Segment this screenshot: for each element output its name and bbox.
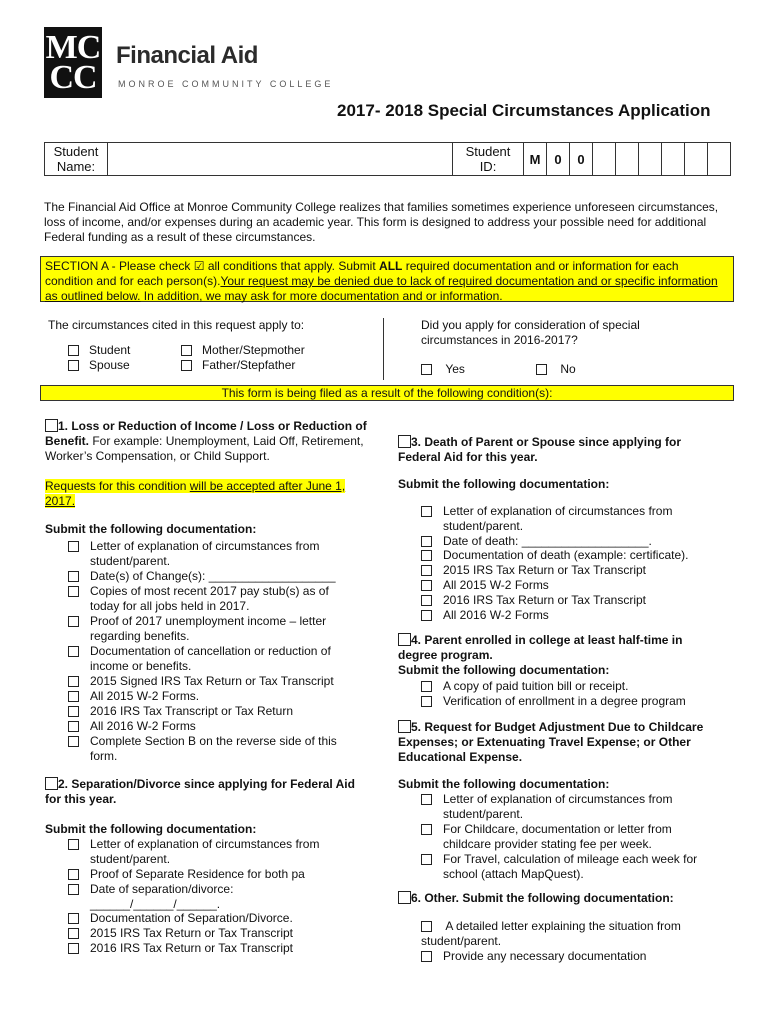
student-id-char[interactable] xyxy=(708,143,731,176)
doc-item[interactable]: Documentation of Separation/Divorce. xyxy=(68,911,358,926)
doc-item[interactable]: A copy of paid tuition bill or receipt. xyxy=(421,679,721,694)
doc-item[interactable]: Provide any necessary documentation xyxy=(421,949,721,964)
student-id-char[interactable]: 0 xyxy=(570,143,593,176)
condition-6-heading: 6. Other. Submit the following documentation: xyxy=(398,891,728,906)
checkbox[interactable] xyxy=(421,794,432,805)
checkbox[interactable] xyxy=(68,616,79,627)
column-divider xyxy=(383,318,384,380)
checkbox[interactable] xyxy=(421,580,432,591)
doc-item[interactable]: A detailed letter explaining the situation from student/parent. xyxy=(421,919,681,948)
doc-item[interactable]: 2016 IRS Tax Return or Tax Transcript xyxy=(421,593,721,608)
condition-5-checkbox[interactable] xyxy=(398,720,411,733)
doc-item[interactable]: All 2015 W-2 Forms. xyxy=(68,689,358,704)
checkbox[interactable] xyxy=(421,824,432,835)
condition-4-heading: 4. Parent enrolled in college at least half-time in degree program. xyxy=(398,633,683,662)
student-info-table xyxy=(44,142,731,176)
student-name-label: Student Name: xyxy=(45,143,108,176)
student-id-char[interactable] xyxy=(662,143,685,176)
filed-as-result-bar: This form is being filed as a result of the following condition(s): xyxy=(40,385,734,401)
checkbox[interactable] xyxy=(421,550,432,561)
checkbox[interactable] xyxy=(68,869,79,880)
student-id-char[interactable] xyxy=(685,143,708,176)
doc-item[interactable]: Letter of explanation of circumstances from student/parent. xyxy=(68,837,348,867)
doc-item[interactable]: 2015 IRS Tax Return or Tax Transcript xyxy=(68,926,358,941)
doc-item[interactable]: 2016 IRS Tax Transcript or Tax Return xyxy=(68,704,358,719)
checkbox[interactable] xyxy=(181,360,192,371)
checkbox[interactable] xyxy=(68,646,79,657)
student-id-char[interactable]: 0 xyxy=(547,143,570,176)
student-id-char[interactable] xyxy=(639,143,662,176)
logo-letters-bottom: CC xyxy=(49,59,97,96)
prior-question: Did you apply for consideration of special circumstances in 2016-2017? xyxy=(421,318,640,347)
checkbox[interactable] xyxy=(68,839,79,850)
doc-item[interactable]: Date(s) of Change(s): ___________________ xyxy=(68,569,358,584)
checkbox[interactable] xyxy=(68,943,79,954)
condition-1-submit: Submit the following documentation: xyxy=(45,522,257,536)
checkbox[interactable] xyxy=(68,691,79,702)
logo-title: Financial Aid xyxy=(116,42,258,69)
option-spouse[interactable]: Spouse xyxy=(68,358,130,373)
checkbox[interactable] xyxy=(68,586,79,597)
condition-4-checkbox[interactable] xyxy=(398,633,411,646)
condition-5-heading: 5. Request for Budget Adjustment Due to Childcare Expenses; or Extenuating Travel Expense; or Other Educational Expense. xyxy=(398,720,704,764)
doc-item[interactable]: Proof of Separate Residence for both pa xyxy=(68,867,358,882)
checkbox[interactable] xyxy=(181,345,192,356)
option-mother[interactable]: Mother/Stepmother xyxy=(181,343,305,358)
form-title: 2017- 2018 Special Circumstances Application xyxy=(337,101,711,120)
checkbox[interactable] xyxy=(421,696,432,707)
checkbox[interactable] xyxy=(421,364,432,375)
doc-item[interactable]: For Childcare, documentation or letter from childcare provider stating fee per week. xyxy=(421,822,701,852)
checkbox[interactable] xyxy=(536,364,547,375)
condition-1-note: Requests for this condition will be accepted after June 1, 2017. xyxy=(45,479,346,508)
condition-1-heading: 1. Loss or Reduction of Income / Loss or Reduction of Benefit. For example: Unemployment, Laid Off, Retirement, Worker’s Compensation, or Child Support. xyxy=(45,419,367,463)
checkbox[interactable] xyxy=(421,565,432,576)
option-no[interactable]: No xyxy=(536,362,576,377)
doc-item[interactable]: All 2015 W-2 Forms xyxy=(421,578,721,593)
doc-item[interactable]: Copies of most recent 2017 pay stub(s) as of today for all jobs held in 2017. xyxy=(68,584,358,614)
doc-item[interactable]: Date of death: ___________________. xyxy=(421,534,721,549)
condition-2-heading: 2. Separation/Divorce since applying for Federal Aid for this year. xyxy=(45,777,355,806)
doc-item[interactable]: All 2016 W-2 Forms xyxy=(68,719,358,734)
condition-1-checkbox[interactable] xyxy=(45,419,58,432)
doc-item[interactable]: Letter of explanation of circumstances from student/parent. xyxy=(421,504,701,534)
checkbox[interactable] xyxy=(68,884,79,895)
doc-item[interactable]: Date of separation/divorce: ______/______/______. xyxy=(68,882,268,912)
section-a-box: SECTION A - Please check ☑ all conditions that apply. Submit ALL required documentation and or information for each condition and for each person(s).Your request may be denied due to lack of required documentation and or specific information as outlined below. In addition, we may ask for more documentation and or information. xyxy=(40,256,734,302)
condition-4-submit: Submit the following documentation: xyxy=(398,663,610,677)
logo-letters-top: MC xyxy=(45,29,101,66)
doc-item[interactable]: Letter of explanation of circumstances from student/parent. xyxy=(421,792,706,822)
condition-3-heading: 3. Death of Parent or Spouse since applying for Federal Aid for this year. xyxy=(398,435,682,464)
checkbox[interactable] xyxy=(68,706,79,717)
checkbox[interactable] xyxy=(421,610,432,621)
logo-subtitle: MONROE COMMUNITY COLLEGE xyxy=(118,79,334,89)
doc-item[interactable]: All 2016 W-2 Forms xyxy=(421,608,721,623)
doc-item[interactable]: Documentation of death (example: certificate). xyxy=(421,548,731,563)
doc-item[interactable]: 2016 IRS Tax Return or Tax Transcript xyxy=(68,941,358,956)
doc-item[interactable]: For Travel, calculation of mileage each week for school (attach MapQuest). xyxy=(421,852,721,882)
student-id-char[interactable] xyxy=(593,143,616,176)
checkbox[interactable] xyxy=(68,345,79,356)
condition-3-submit: Submit the following documentation: xyxy=(398,477,610,491)
doc-item[interactable]: Letter of explanation of circumstances from student/parent. xyxy=(68,539,348,569)
option-father[interactable]: Father/Stepfather xyxy=(181,358,295,373)
applies-to-label: The circumstances cited in this request apply to: xyxy=(48,318,305,332)
checkbox[interactable] xyxy=(68,541,79,552)
condition-5-submit: Submit the following documentation: xyxy=(398,777,610,791)
checkbox[interactable] xyxy=(68,360,79,371)
doc-item[interactable]: Proof of 2017 unemployment income – letter regarding benefits. xyxy=(68,614,358,644)
checkbox[interactable] xyxy=(68,571,79,582)
checkbox[interactable] xyxy=(68,913,79,924)
condition-2-checkbox[interactable] xyxy=(45,777,58,790)
checkbox[interactable] xyxy=(421,681,432,692)
doc-item[interactable]: 2015 IRS Tax Return or Tax Transcript xyxy=(421,563,721,578)
checkbox[interactable] xyxy=(421,536,432,547)
option-student[interactable]: Student xyxy=(68,343,130,358)
doc-item[interactable]: Verification of enrollment in a degree program xyxy=(421,694,731,709)
intro-paragraph: The Financial Aid Office at Monroe Community College realizes that families sometimes experience unforeseen circumstances, loss of income, and/or expenses during an academic year. This form is designed to address your possible need for additional Federal funding as a result of these circumstances. xyxy=(44,200,719,244)
condition-2-submit: Submit the following documentation: xyxy=(45,822,257,836)
student-id-label: Student ID: xyxy=(453,143,524,176)
checkbox[interactable] xyxy=(68,676,79,687)
checkbox[interactable] xyxy=(68,736,79,747)
checkbox[interactable] xyxy=(421,595,432,606)
doc-item[interactable]: 2015 Signed IRS Tax Return or Tax Transcript xyxy=(68,674,368,689)
condition-6-checkbox[interactable] xyxy=(398,891,411,904)
checkbox[interactable] xyxy=(421,854,432,865)
student-name-field[interactable] xyxy=(108,143,453,176)
doc-item[interactable]: Complete Section B on the reverse side of this form. xyxy=(68,734,358,764)
doc-item[interactable]: Documentation of cancellation or reduction of income or benefits. xyxy=(68,644,358,674)
checkbox[interactable] xyxy=(421,951,432,962)
checkbox[interactable] xyxy=(68,721,79,732)
checkbox[interactable] xyxy=(421,921,432,932)
checkbox[interactable] xyxy=(421,506,432,517)
option-yes[interactable]: Yes xyxy=(421,362,465,377)
checkbox[interactable] xyxy=(68,928,79,939)
mcc-logo xyxy=(44,27,102,98)
student-id-char[interactable]: M xyxy=(524,143,547,176)
student-id-char[interactable] xyxy=(616,143,639,176)
condition-3-checkbox[interactable] xyxy=(398,435,411,448)
